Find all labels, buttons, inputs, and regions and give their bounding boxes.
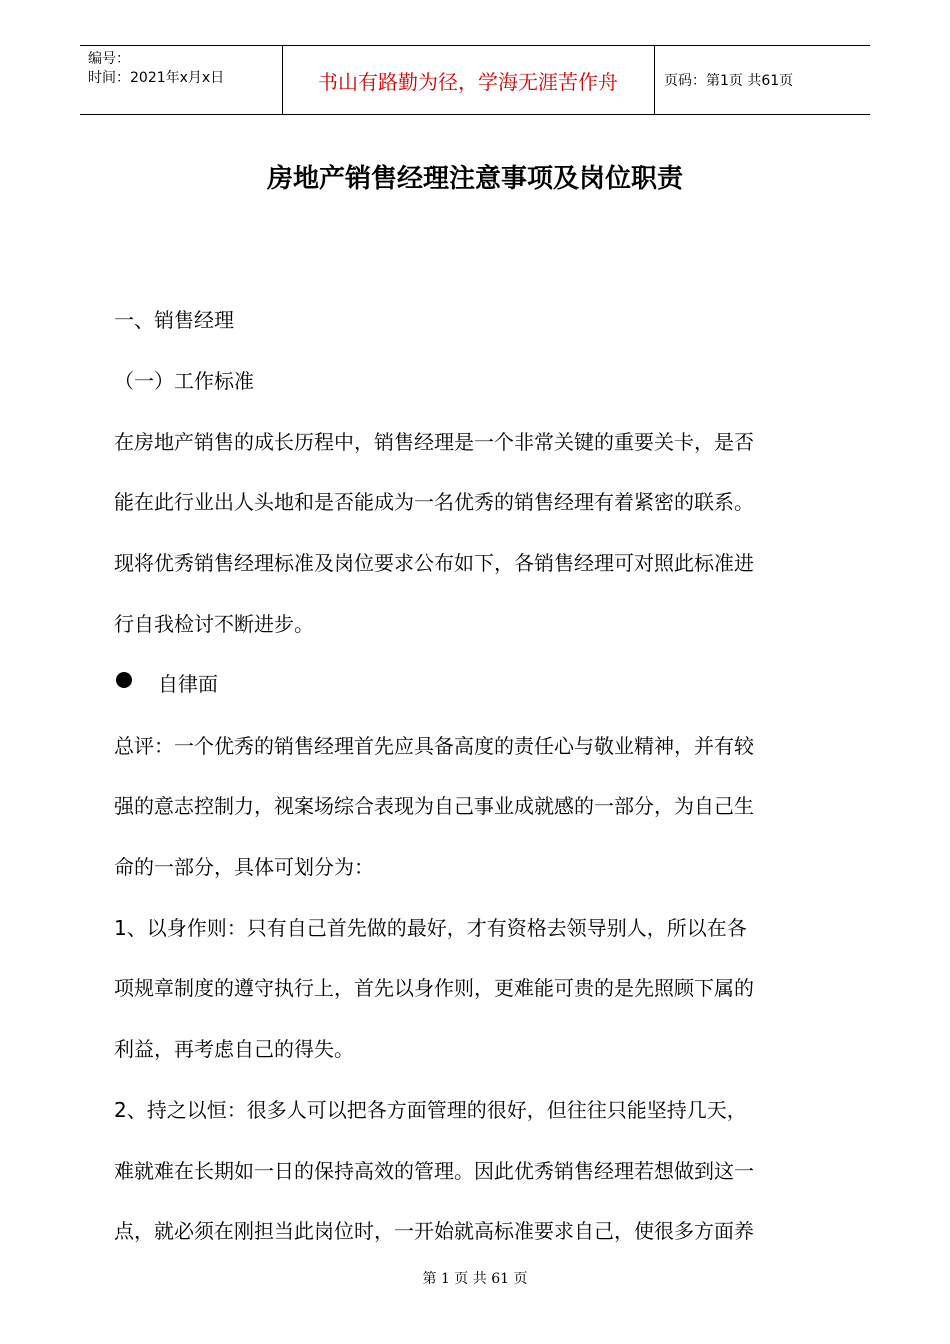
header-divider (654, 46, 655, 114)
paragraph-line: 项规章制度的遵守执行上，首先以身作则，更难能可贵的是先照顾下属的 (114, 976, 754, 1000)
bullet-icon (116, 672, 132, 688)
subsection-heading: （一）工作标准 (114, 369, 254, 393)
header-page-info: 页码：第1页 共61页 (664, 73, 794, 89)
paragraph-line: 利益，再考虑自己的得失。 (114, 1037, 354, 1061)
document-header (80, 45, 870, 115)
paragraph-line: 行自我检讨不断进步。 (114, 612, 314, 636)
header-motto: 书山有路勤为径，学海无涯苦作舟 (318, 69, 618, 94)
time-label: 时间：2021年x月x日 (88, 70, 225, 86)
number-label: 编号： (88, 51, 130, 67)
paragraph-line: 点，就必须在刚担当此岗位时，一开始就高标准要求自己，使很多方面养 (114, 1219, 754, 1243)
paragraph-line: 能在此行业出人头地和是否能成为一名优秀的销售经理有着紧密的联系。 (114, 490, 754, 514)
paragraph-line: 总评：一个优秀的销售经理首先应具备高度的责任心与敬业精神，并有较 (114, 734, 754, 758)
section-heading: 一、销售经理 (114, 308, 234, 332)
paragraph-line: 在房地产销售的成长历程中，销售经理是一个非常关键的重要关卡，是否 (114, 430, 754, 454)
paragraph-line: 难就难在长期如一日的保持高效的管理。因此优秀销售经理若想做到这一 (114, 1159, 754, 1183)
bullet-heading: 自律面 (158, 672, 218, 696)
header-meta (88, 50, 224, 88)
paragraph-line: 1、以身作则：只有自己首先做的最好，才有资格去领导别人，所以在各 (114, 916, 747, 940)
paragraph-line: 命的一部分，具体可划分为： (114, 855, 374, 879)
document-title: 房地产销售经理注意事项及岗位职责 (266, 164, 683, 194)
paragraph-line: 现将优秀销售经理标准及岗位要求公布如下，各销售经理可对照此标准进 (114, 551, 754, 575)
paragraph-line: 2、持之以恒：很多人可以把各方面管理的很好，但往往只能坚持几天， (114, 1098, 747, 1122)
paragraph-line: 强的意志控制力，视案场综合表现为自己事业成就感的一部分，为自己生 (114, 794, 754, 818)
page-footer: 第 1 页 共 61 页 (422, 1271, 528, 1287)
